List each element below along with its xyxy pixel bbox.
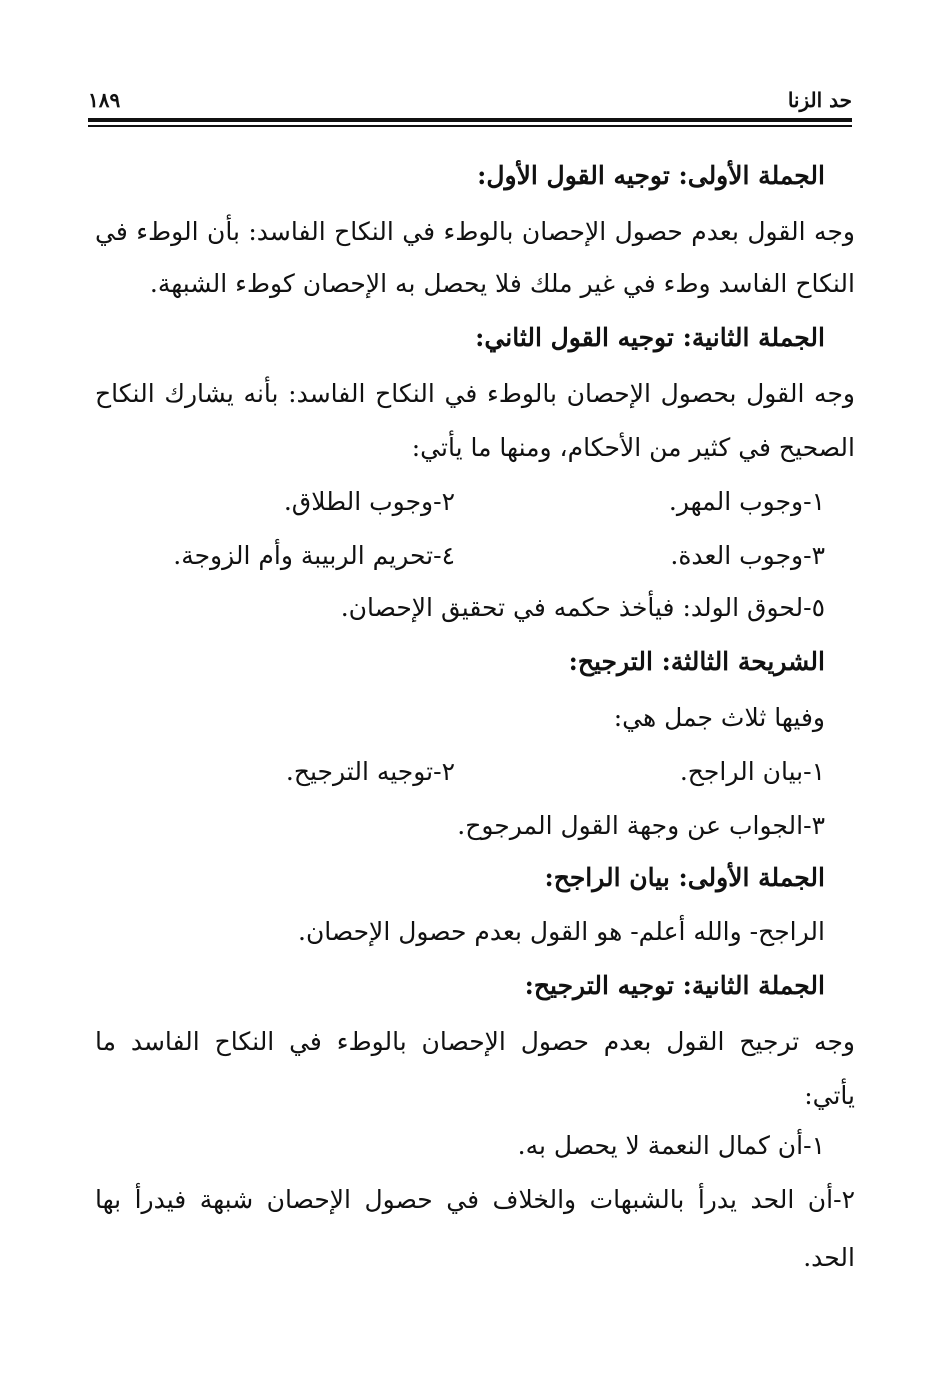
- list-item: ٢-أن الحد يدرأ بالشبهات والخلاف في حصول الإحصان شبهة فيدرأ بها: [95, 1185, 855, 1214]
- list-item: ١-أن كمال النعمة لا يحصل به.: [517, 1131, 825, 1160]
- paragraph-line: النكاح الفاسد وطء في غير ملك فلا يحصل به الإحصان كوطء الشبهة.: [149, 269, 855, 298]
- list-row: [165, 752, 825, 792]
- list-item: ٢-وجوب الطلاق.: [283, 487, 455, 516]
- header-rule-thick: [88, 118, 852, 122]
- list-item: ٣-وجوب العدة.: [670, 541, 825, 570]
- paragraph-line: الحد.: [803, 1243, 855, 1272]
- list-row: [165, 482, 825, 522]
- heading-first-opinion: الجملة الأولى: توجيه القول الأول:: [477, 161, 825, 190]
- list-item: ١-بيان الراجح.: [679, 757, 825, 786]
- heading-second-opinion: الجملة الثانية: توجيه القول الثاني:: [475, 323, 825, 352]
- list-item: ٥-لحوق الولد: فيأخذ حكمه في تحقيق الإحصان.: [340, 593, 825, 622]
- heading-justification: الجملة الثانية: توجيه الترجيح:: [524, 971, 825, 1000]
- heading-preponderance: الشريحة الثالثة: الترجيح:: [568, 647, 825, 676]
- running-header: [88, 82, 852, 116]
- list-item: ٤-تحريم الربيبة وأم الزوجة.: [173, 541, 455, 570]
- list-item: ٢-توجيه الترجيح.: [285, 757, 455, 786]
- paragraph-line: وجه ترجيح القول بعدم حصول الإحصان بالوطء في النكاح الفاسد ما: [95, 1027, 855, 1056]
- paragraph-line: وجه القول بعدم حصول الإحصان بالوطء في النكاح الفاسد: بأن الوطء في: [95, 217, 855, 246]
- paragraph-line: الراجح- والله أعلم- هو القول بعدم حصول الإحصان.: [298, 917, 825, 946]
- header-title: حد الزنا: [787, 88, 852, 112]
- paragraph-line: وفيها ثلاث جمل هي:: [613, 703, 825, 732]
- list-row: [165, 536, 825, 576]
- paragraph-line: وجه القول بحصول الإحصان بالوطء في النكاح الفاسد: بأنه يشارك النكاح: [95, 379, 855, 408]
- paragraph-line: الصحيح في كثير من الأحكام، ومنها ما يأتي:: [411, 433, 855, 462]
- page-number: ١٨٩: [88, 88, 121, 112]
- list-item: ١-وجوب المهر.: [668, 487, 825, 516]
- list-item: ٣-الجواب عن وجهة القول المرجوح.: [457, 811, 825, 840]
- heading-preferred-view: الجملة الأولى: بيان الراجح:: [544, 863, 825, 892]
- header-rule-thin: [88, 125, 852, 127]
- paragraph-line: يأتي:: [804, 1081, 855, 1110]
